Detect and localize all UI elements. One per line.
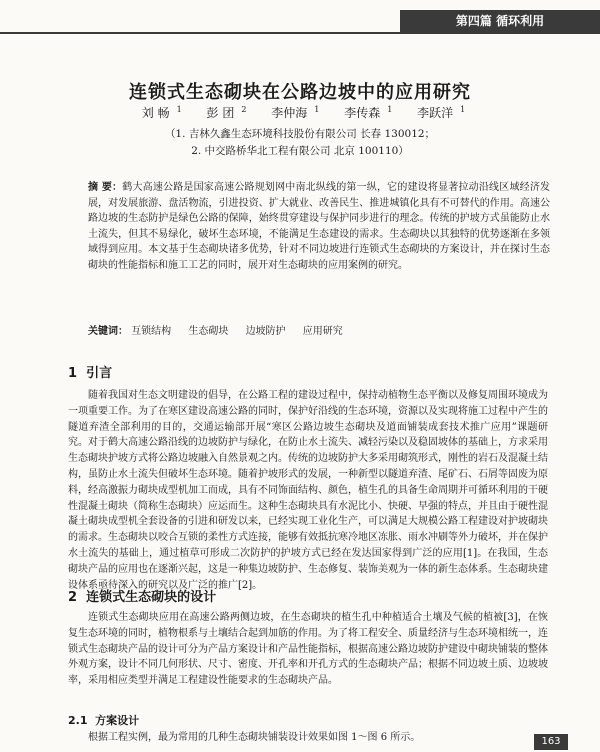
page-number: 163 <box>534 734 568 750</box>
author: 李传森 $^1$ <box>344 105 393 120</box>
body-paragraph: 根据工程实例，最为常用的几种生态砌块铺装设计效果如图 1～图 6 所示。 <box>88 732 421 743</box>
keyword: 互锁结构 <box>131 326 172 337</box>
abstract-label: 摘 要： <box>88 182 123 193</box>
affiliation: 2. 中交路桥华北工程有限公司 北京 100110） <box>191 145 409 157</box>
abstract-text: 鹤大高速公路是国家高速公路规划网中南北纵线的第一纵，它的建设将显著拉动沿线区域经济发展，对发展旅游、盘活物流，引进投资、扩大就业、改善民生、推进城镇化具有不可替代的作用。高速公路边坡的生态防护是绿色公路的保障，始终贯穿建设与保护同步进行的理念。传统的护坡方式虽能防止水土流失，但其不易绿化，破坏生态环境，不能满足生态建设的需求。生态砌块以其独特的优势逐渐在多领域得到应用。本文基于生态砌块诸多优势，针对不同边坡进行连锁式生态砌块的方案设计，并在探讨生态砌块的性能指标和施工工艺的同时，展开对生态砌块的应用案例的研究。 <box>88 182 551 271</box>
body-paragraph: 连锁式生态砌块应用在高速公路两侧边坡，在生态砌块的植生孔中种植适合土壤及气候的植被[3]，在恢复生态环境的同时，植物根系与土壤结合起到加筋的作用。为了将工程安全、质量经济与生态环境相统一，连锁式生态砌块产品的设计可分为产品方案设计和产品性能指标，根据高速公路边坡防护建设中砌块铺装的整体外观方案，设计不同几何形状、尺寸、密度、开孔率和开孔方式的生态砌块产品；根据不同边坡土质、边坡坡率，采用相应类型并满足工程建设性能要求的生态砌块产品。 <box>68 612 548 687</box>
body-paragraph: 随着我国对生态文明建设的倡导，在公路工程的建设过程中，保持动植物生态平衡以及修复周围环境成为一项重要工作。为了在寒区建设高速公路的同时，保护好沿线的生态环境，资源以及实现将施工过程中产生的隧道弃渣全部利用的目的，交通运输部开展“寒区公路边坡生态砌块及道面铺装成套技术推广应用”课题研究。对于鹤大高速公路沿线的边坡防护与绿化，在防止水土流失、减轻污染以及稳固坡体的基础上，方求采用生态砌块护坡方式将公路边坡融入自然景观之内。传统的边坡防护大多采用砌筑形式，刚性的岩石及混凝土结构，虽防止水土流失但破坏生态环境。随着护坡形式的发展，一种新型以隧道弃渣、尾矿石、石屑等固废为原料，经高激振力砌块成型机加工而成，具有不同饰面结构、颜色，植生孔的具备生命周期并可循环利用的干硬性混凝土砌块（简称生态砌块）应运而生。这种生态砌块具有水泥比小、快硬、早强的特点，并且由于硬性混凝土砌块成型机全套设备的引进和研发以来，已经实现工业化生产，可以满足大规模公路工程建设对护坡砌块的需求。生态砌块以咬合互锁的柔性方式连接，能够有效抵抗寒冷地区冻胀、雨水冲刷等外力破坏，并在保护水土流失的基础上，通过植草可形成二次防护的护坡方式已经在发达国家得到广泛的应用[1]。在我国，生态砌块产品的应用也在逐渐兴起，这是一种集边坡防护、生态修复、装饰美观为一体的新生态体系。生态砌块建设体系亟待深入的研究以及广泛的推广[2]。 <box>68 390 548 591</box>
author: 李仲海 $^1$ <box>271 105 320 120</box>
keywords-label: 关键词： <box>88 326 128 337</box>
paper-title: 连锁式生态砌块在公路边坡中的应用研究 <box>129 82 471 103</box>
keywords <box>88 322 550 337</box>
author-list <box>0 104 600 121</box>
section-heading: 1 引言 <box>68 366 113 381</box>
author: 刘 畅 $^1$ <box>141 105 182 120</box>
keyword: 生态砌块 <box>188 326 229 337</box>
abstract <box>88 180 550 274</box>
subsection-heading: 2.1 方案设计 <box>68 714 140 727</box>
header-rule <box>0 32 600 34</box>
running-header: 第四篇 循环利用 <box>400 10 600 32</box>
author: 李跃洋 $^1$ <box>417 105 466 120</box>
keyword: 应用研究 <box>302 326 343 337</box>
author: 彭 团 $^2$ <box>206 105 247 120</box>
keyword: 边坡防护 <box>245 326 286 337</box>
affiliation: （1. 吉林久鑫生态环境科技股份有限公司 长春 130012； <box>164 128 436 140</box>
section-heading: 2 连锁式生态砌块的设计 <box>68 590 217 605</box>
